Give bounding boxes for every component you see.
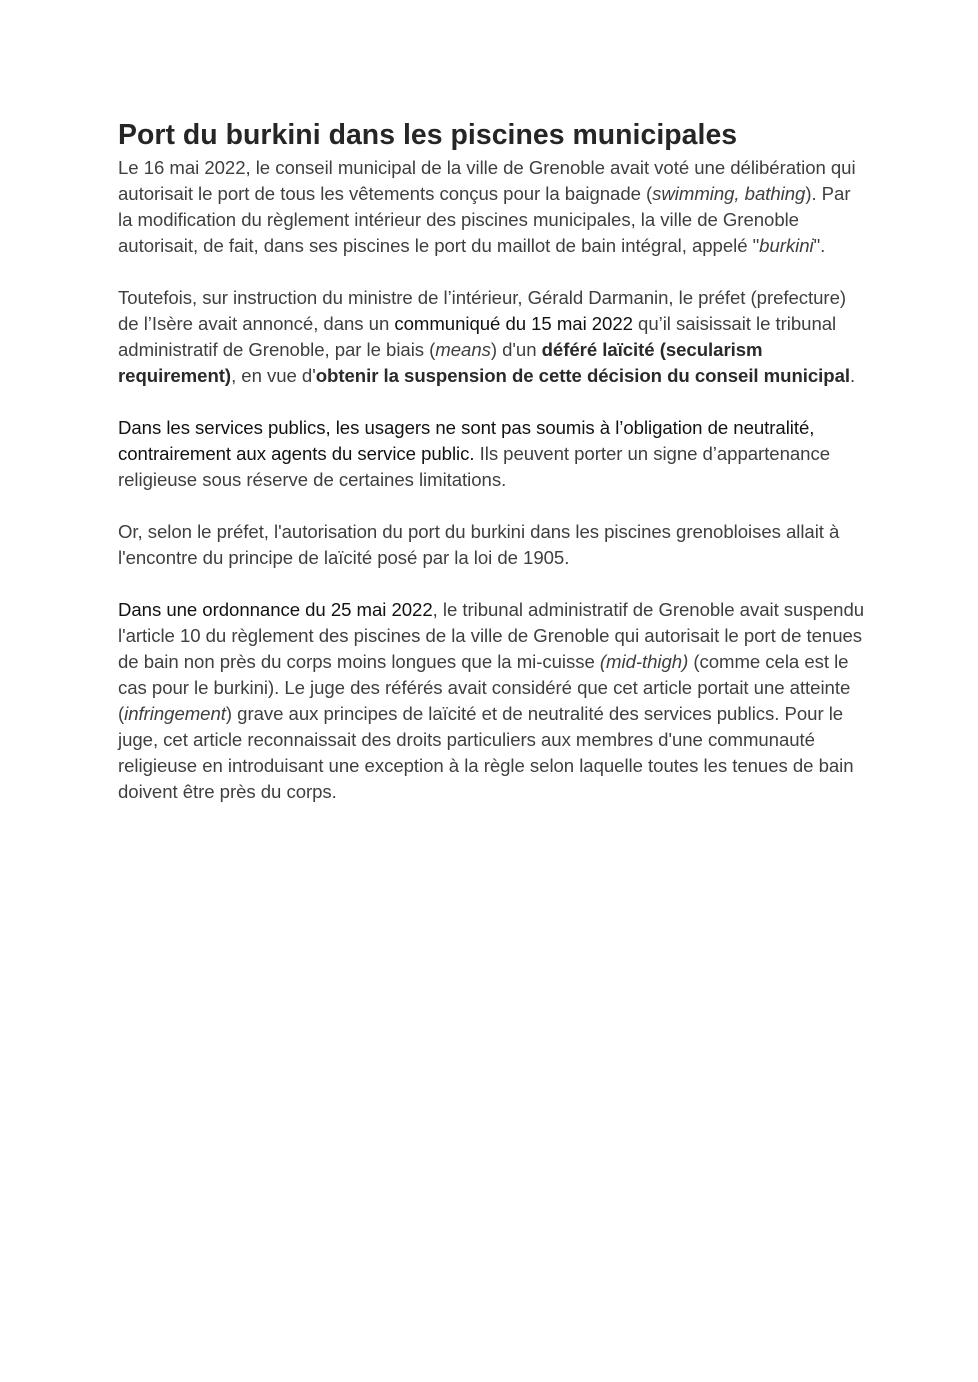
p5-text-b: , le tribunal administratif de Grenoble avait suspendu l'article 10 du règlement des piscines de la ville de Grenoble qui autorisait le port de tenues de bain non près du corps moins longues que la mi-cuisse: [118, 599, 865, 672]
p1-text-a: Le 16 mai 2022, le conseil municipal de la ville de Grenoble avait voté une délibération qui autorisait le port de tous les vêtements conçus pour la baignade (: [118, 157, 856, 204]
p5-italic-infringement: infringement: [124, 703, 226, 724]
p3-text-b: Ils peuvent porter un signe d’appartenance religieuse sous réserve de certaines limitations.: [118, 443, 831, 490]
p2-text-a: Toutefois, sur instruction du ministre de l’intérieur, Gérald Darmanin, le préfet (prefecture) de l’Isère avait annoncé, dans un: [118, 287, 847, 334]
paragraph-4: [118, 519, 868, 571]
paragraph-2: [118, 285, 868, 389]
p2-italic-means: means: [435, 339, 491, 360]
page-title: Port du burkini dans les piscines municipales: [118, 119, 738, 151]
paragraph-5: [118, 597, 868, 805]
paragraph-1: [118, 155, 868, 259]
p1-italic-burkini: burkini: [759, 235, 814, 256]
p1-text-e: ".: [813, 235, 826, 256]
p5-text-d: (comme cela est le cas pour le burkini). Le juge des référés avait considéré que cet article portait une atteinte (: [118, 651, 851, 724]
ordonnance-link[interactable]: Dans une ordonnance du 25 mai 2022: [118, 599, 433, 620]
p3-text-a: Dans les services publics, les usagers ne sont pas soumis à l’obligation de neutralité, contrairement aux agents du service public.: [118, 417, 815, 464]
communique-link[interactable]: communiqué du 15 mai 2022: [394, 313, 633, 334]
paragraph-3: [118, 415, 868, 493]
document-page: [118, 118, 868, 805]
p2-text-b: qu’il saisissait le tribunal administratif de Grenoble, par le biais (: [118, 313, 837, 360]
p2-bold-defere: déféré laïcité (secularism requirement): [118, 339, 763, 386]
p1-text-c: ). Par la modification du règlement intérieur des piscines municipales, la ville de Grenoble autorisait, de fait, dans ses piscines le port du maillot de bain intégral, appelé ": [118, 183, 851, 256]
p4-text-a: Or, selon le préfet, l'autorisation du port du burkini dans les piscines grenobloises allait à l'encontre du principe de laïcité posé par la loi de 1905.: [118, 521, 840, 568]
p5-text-f: ) grave aux principes de laïcité et de neutralité des services publics. Pour le juge, cet article reconnaissait des droits particuliers aux membres d'une communauté religieuse en introduisant une exception à la règle selon laquelle toutes les tenues de bain doivent être près du corps.: [118, 703, 854, 802]
p2-text-f: , en vue d': [231, 365, 316, 386]
p2-text-h: .: [850, 365, 856, 386]
p2-text-d: ) d'un: [490, 339, 542, 360]
p1-italic-swimming: swimming, bathing: [652, 183, 806, 204]
p2-bold-suspension: obtenir la suspension de cette décision du conseil municipal: [315, 365, 851, 386]
p5-italic-mid-thigh: (mid-thigh): [599, 651, 689, 672]
